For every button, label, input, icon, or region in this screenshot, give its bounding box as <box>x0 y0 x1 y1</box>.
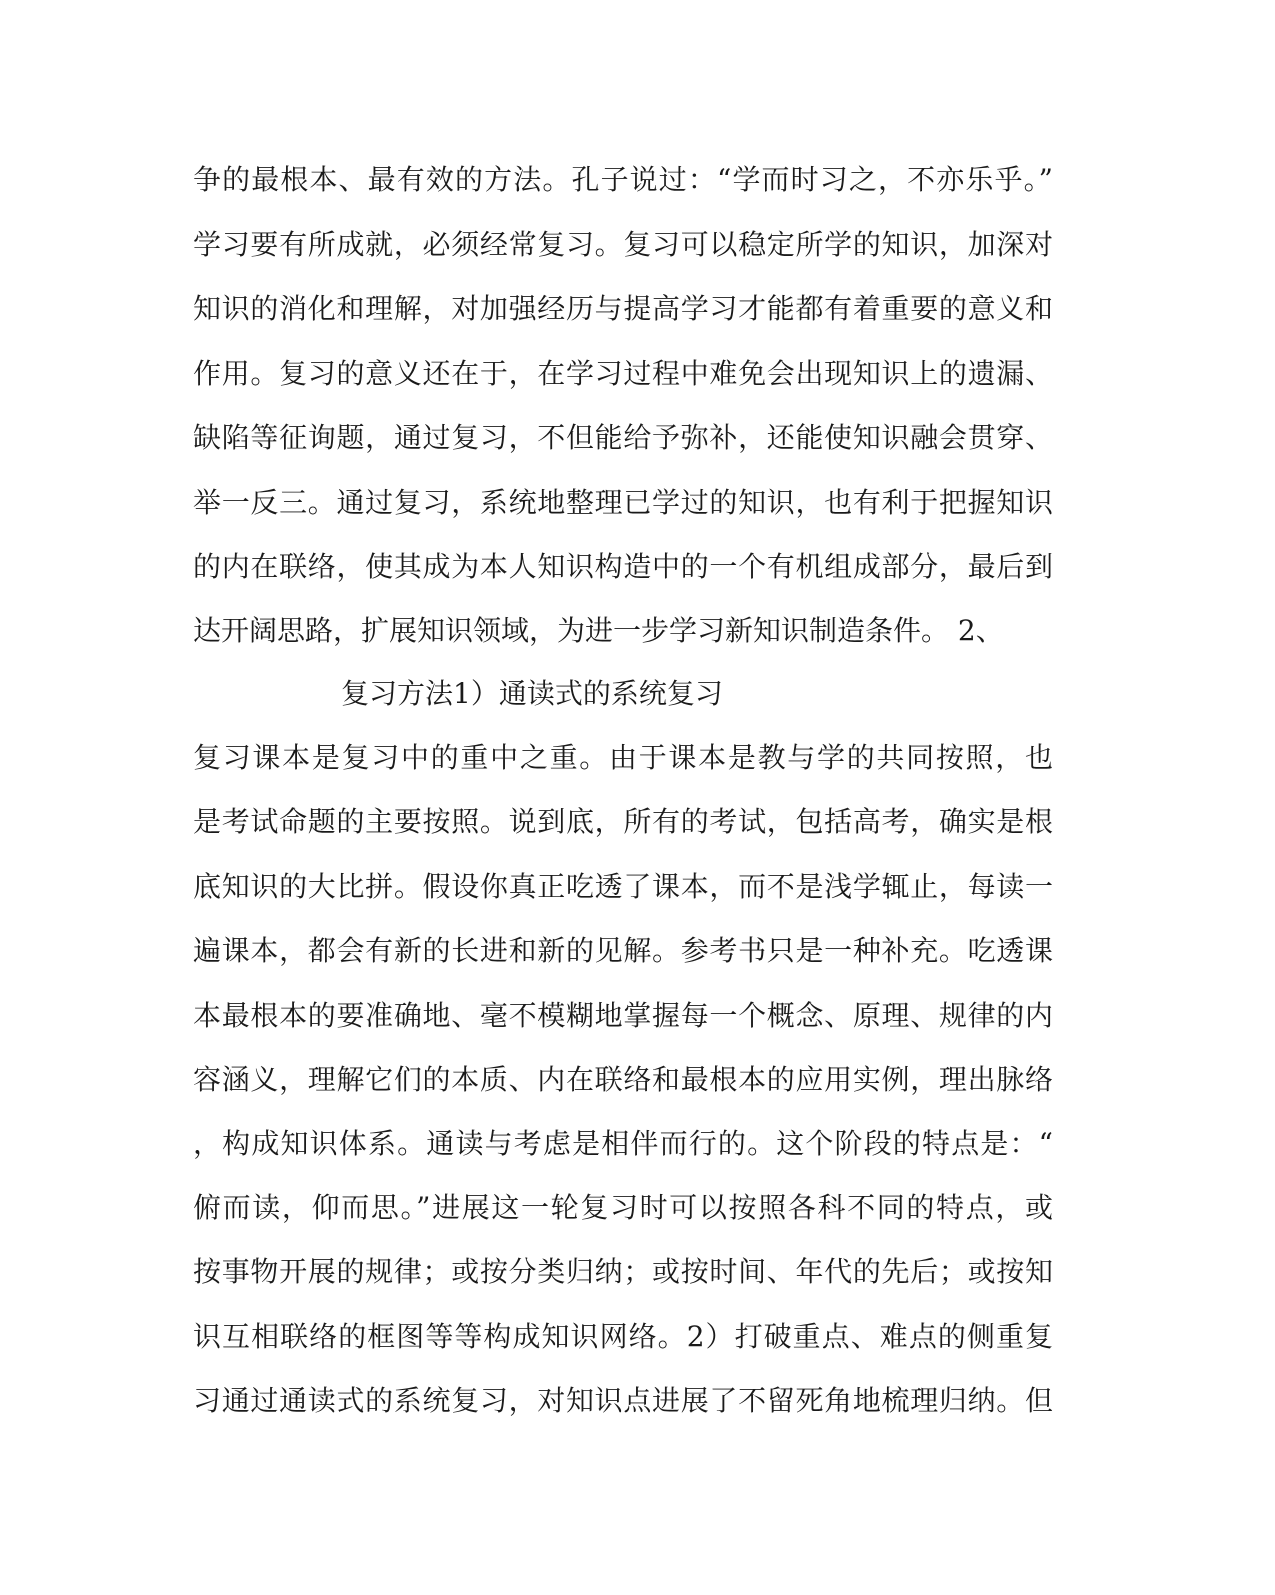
text-line: 缺陷等征询题，通过复习，不但能给予弥补，还能使知识融会贯穿、 <box>193 421 1053 454</box>
section-heading: 复习方法1）通读式的系统复习 <box>341 677 723 710</box>
text-line: 习通过通读式的系统复习，对知识点进展了不留死角地梳理归纳。但 <box>193 1384 1053 1417</box>
text-line: 底知识的大比拼。假设你真正吃透了课本，而不是浅学辄止，每读一 <box>193 870 1053 903</box>
text-line: 举一反三。通过复习，系统地整理已学过的知识，也有利于把握知识 <box>193 486 1053 519</box>
text-line: 达开阔思路，扩展知识领域，为进一步学习新知识制造条件。 2、 <box>193 614 1004 647</box>
text-line: 俯而读，仰而思。”进展这一轮复习时可以按照各科不同的特点，或 <box>193 1191 1053 1224</box>
text-line: 知识的消化和理解，对加强经历与提高学习才能都有着重要的意义和 <box>193 292 1053 325</box>
text-line: ，构成知识体系。通读与考虑是相伴而行的。这个阶段的特点是：“ <box>193 1127 1053 1160</box>
text-line: 作用。复习的意义还在于，在学习过程中难免会出现知识上的遗漏、 <box>193 357 1053 390</box>
text-line: 学习要有所成就，必须经常复习。复习可以稳定所学的知识，加深对 <box>193 228 1053 261</box>
text-line: 是考试命题的主要按照。说到底，所有的考试，包括高考，确实是根 <box>193 805 1053 838</box>
text-line: 容涵义，理解它们的本质、内在联络和最根本的应用实例，理出脉络 <box>193 1063 1053 1096</box>
text-line: 遍课本，都会有新的长进和新的见解。参考书只是一种补充。吃透课 <box>193 934 1053 967</box>
text-line: 识互相联络的框图等等构成知识网络。2）打破重点、难点的侧重复 <box>193 1320 1053 1353</box>
text-line: 按事物开展的规律；或按分类归纳；或按时间、年代的先后；或按知 <box>193 1255 1053 1288</box>
text-line: 的内在联络，使其成为本人知识构造中的一个有机组成部分，最后到 <box>193 550 1053 583</box>
text-line: 争的最根本、最有效的方法。孔子说过：“学而时习之，不亦乐乎。” <box>193 163 1053 196</box>
text-line: 复习课本是复习中的重中之重。由于课本是教与学的共同按照，也 <box>193 741 1053 774</box>
text-line: 本最根本的要准确地、毫不模糊地掌握每一个概念、原理、规律的内 <box>193 999 1053 1032</box>
